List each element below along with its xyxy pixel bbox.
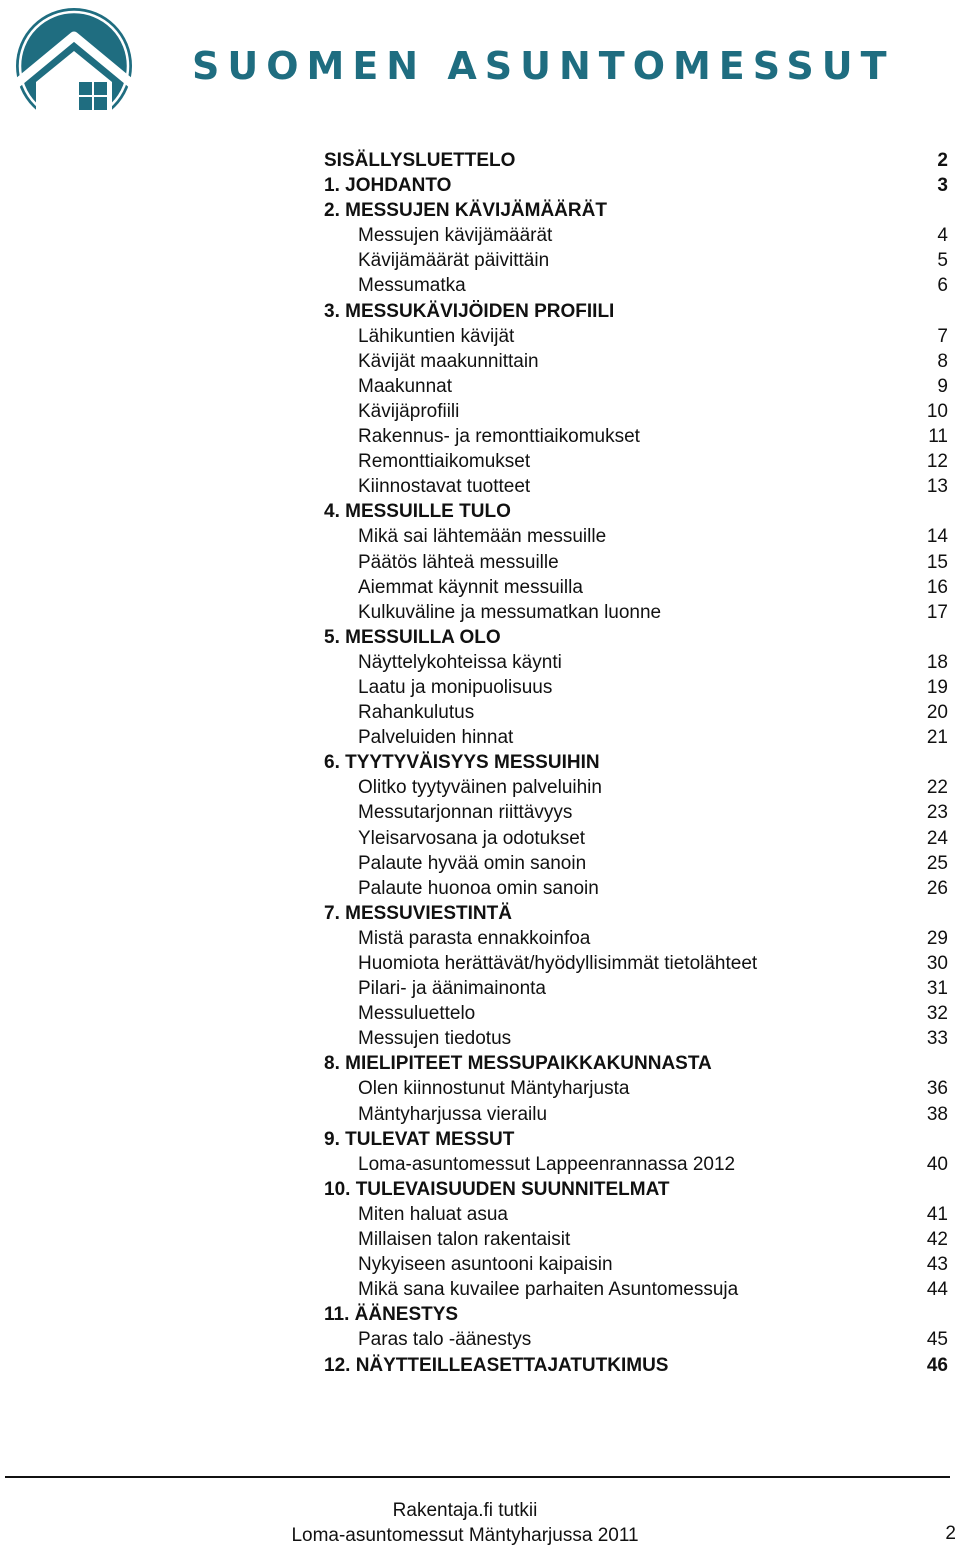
toc-entry (324, 926, 948, 951)
toc-page-number: 32 (926, 1003, 948, 1025)
toc-label: Kävijät maakunnittain (358, 350, 539, 372)
toc-page-number: 41 (926, 1203, 948, 1225)
toc-label: Palveluiden hinnat (358, 727, 514, 749)
toc-page-number: 25 (926, 852, 948, 874)
toc-entry (324, 248, 948, 273)
toc-page-number: 36 (926, 1078, 948, 1100)
toc-label: 6. TYYTYVÄISYYS MESSUIHIN (324, 752, 600, 774)
toc-entry (324, 851, 948, 876)
toc-heading (324, 173, 948, 198)
toc-page-number: 20 (926, 702, 948, 724)
toc-label: Kävijäprofiili (358, 400, 460, 422)
brand-title: SUOMEN ASUNTOMESSUT (192, 44, 895, 88)
toc-entry (324, 474, 948, 499)
toc-entry (324, 324, 948, 349)
toc-label: Olen kiinnostunut Mäntyharjusta (358, 1078, 630, 1100)
toc-heading (324, 1177, 948, 1202)
toc-page-number: 18 (926, 651, 948, 673)
toc-entry (324, 424, 948, 449)
toc-label: Mikä sai lähtemään messuille (358, 526, 607, 548)
toc-label: Paras talo -äänestys (358, 1329, 532, 1351)
table-of-contents (324, 148, 948, 1378)
toc-label: 7. MESSUVIESTINTÄ (324, 902, 512, 924)
toc-label: Messujen tiedotus (358, 1028, 512, 1050)
toc-page-number: 40 (926, 1153, 948, 1175)
toc-page-number: 17 (926, 601, 948, 623)
toc-label: Pilari- ja äänimainonta (358, 978, 546, 1000)
toc-entry (324, 675, 948, 700)
toc-label: Messujen kävijämäärät (358, 225, 553, 247)
toc-label: 1. JOHDANTO (324, 175, 452, 197)
toc-page-number: 29 (926, 927, 948, 949)
footer-page-number: 2 (945, 1523, 956, 1544)
footer-divider (5, 1476, 950, 1478)
toc-label: 3. MESSUKÄVIJÖIDEN PROFIILI (324, 300, 615, 322)
toc-label: Näyttelykohteissa käynti (358, 651, 562, 673)
toc-entry (324, 449, 948, 474)
toc-label: Nykyiseen asuntooni kaipaisin (358, 1254, 613, 1276)
toc-entry (324, 775, 948, 800)
toc-label: 10. TULEVAISUUDEN SUUNNITELMAT (324, 1178, 670, 1200)
footer-report-title: Loma-asuntomessut Mäntyharjussa 2011 (291, 1525, 639, 1546)
toc-label: Laatu ja monipuolisuus (358, 676, 553, 698)
toc-entry (324, 399, 948, 424)
toc-heading (324, 625, 948, 650)
toc-label: Olitko tyytyväinen palveluihin (358, 777, 602, 799)
toc-entry (324, 1152, 948, 1177)
toc-page-number: 26 (926, 877, 948, 899)
toc-page-number: 23 (926, 802, 948, 824)
toc-heading (324, 1127, 948, 1152)
toc-entry (324, 725, 948, 750)
toc-page-number: 6 (937, 275, 948, 297)
toc-entry (324, 1277, 948, 1302)
toc-page-number: 30 (926, 953, 948, 974)
toc-page-number: 31 (926, 978, 948, 1000)
toc-entry (324, 700, 948, 725)
toc-entry (324, 349, 948, 374)
toc-page-number: 19 (926, 676, 948, 698)
toc-label: Mäntyharjussa vierailu (358, 1103, 548, 1125)
toc-entry (324, 575, 948, 600)
toc-page-number: 43 (926, 1254, 948, 1276)
toc-label: Aiemmat käynnit messuilla (358, 576, 583, 598)
toc-page-number: 22 (926, 777, 948, 799)
toc-entry (324, 800, 948, 825)
toc-label: Messuluettelo (358, 1003, 476, 1025)
toc-page-number: 42 (926, 1229, 948, 1251)
toc-heading (324, 198, 948, 223)
toc-label: Rahankulutus (358, 702, 475, 724)
toc-heading (324, 901, 948, 926)
toc-entry (324, 524, 948, 549)
toc-label: Loma-asuntomessut Lappeenrannassa 2012 (358, 1153, 736, 1175)
toc-entry (324, 650, 948, 675)
toc-entry (324, 1252, 948, 1277)
toc-label: Mikä sana kuvailee parhaiten Asuntomessuja (358, 1279, 739, 1301)
toc-entry (324, 976, 948, 1001)
toc-entry (324, 1327, 948, 1352)
toc-label: Lähikuntien kävijät (358, 325, 515, 347)
toc-label: Miten haluat asua (358, 1203, 508, 1225)
toc-label: Kävijämäärät päivittäin (358, 250, 550, 272)
toc-heading (324, 299, 948, 324)
toc-label: 4. MESSUILLE TULO (324, 501, 511, 523)
toc-page-number: 13 (926, 476, 948, 498)
toc-entry (324, 876, 948, 901)
toc-label: Päätös lähteä messuille (358, 551, 559, 573)
toc-page-number: 11 (928, 426, 948, 448)
toc-entry (324, 600, 948, 625)
toc-page-number: 16 (926, 576, 948, 598)
toc-heading (324, 499, 948, 524)
toc-page-number: 21 (926, 727, 948, 749)
toc-page-number: 2 (937, 150, 948, 171)
toc-entry (324, 826, 948, 851)
toc-label: 9. TULEVAT MESSUT (324, 1128, 515, 1150)
toc-entry (324, 1227, 948, 1252)
toc-page-number: 44 (926, 1279, 948, 1301)
toc-page-number: 15 (926, 551, 948, 573)
house-logo-icon (6, 6, 142, 126)
toc-page-number: 38 (926, 1103, 948, 1125)
toc-page-number: 46 (926, 1354, 948, 1376)
toc-page-number: 45 (926, 1329, 948, 1351)
toc-label: 5. MESSUILLA OLO (324, 626, 501, 648)
toc-page-number: 10 (926, 400, 948, 422)
toc-page-number: 7 (937, 325, 948, 347)
toc-page-number: 12 (926, 451, 948, 473)
footer-publisher: Rakentaja.fi tutkii (392, 1500, 538, 1521)
toc-label: Millaisen talon rakentaisit (358, 1229, 571, 1251)
toc-label: 11. ÄÄNESTYS (324, 1304, 459, 1326)
toc-page-number: 5 (937, 250, 948, 272)
toc-entry (324, 374, 948, 399)
toc-page-number: 14 (926, 526, 948, 548)
toc-label: Yleisarvosana ja odotukset (358, 827, 586, 849)
toc-label: 2. MESSUJEN KÄVIJÄMÄÄRÄT (324, 200, 607, 222)
toc-heading (324, 750, 948, 775)
toc-entry (324, 1026, 948, 1051)
toc-entry (324, 273, 948, 298)
toc-label: Messumatka (358, 275, 466, 297)
toc-heading (324, 148, 948, 173)
toc-entry (324, 1102, 948, 1127)
toc-label: Mistä parasta ennakkoinfoa (358, 927, 591, 949)
toc-label: Palaute huonoa omin sanoin (358, 877, 599, 899)
toc-heading (324, 1302, 948, 1327)
toc-label: Palaute hyvää omin sanoin (358, 852, 587, 874)
toc-page-number: 3 (937, 175, 948, 197)
toc-entry (324, 1001, 948, 1026)
toc-label: SISÄLLYSLUETTELO (324, 150, 516, 171)
toc-label: Rakennus- ja remonttiaikomukset (358, 426, 640, 448)
toc-label: 8. MIELIPITEET MESSUPAIKKAKUNNASTA (324, 1053, 712, 1075)
toc-heading (324, 1051, 948, 1076)
toc-page-number: 4 (937, 225, 948, 247)
toc-page-number: 24 (926, 827, 948, 849)
toc-entry (324, 951, 948, 976)
toc-entry (324, 1202, 948, 1227)
toc-label: Maakunnat (358, 375, 453, 397)
toc-entry (324, 223, 948, 248)
toc-entry (324, 1076, 948, 1101)
toc-label: Remonttiaikomukset (358, 451, 531, 473)
toc-heading (324, 1353, 948, 1378)
toc-entry (324, 550, 948, 575)
toc-label: Kiinnostavat tuotteet (358, 476, 531, 498)
toc-label: 12. NÄYTTEILLEASETTAJATUTKIMUS (324, 1354, 669, 1376)
toc-page-number: 33 (926, 1028, 948, 1050)
toc-page-number: 8 (937, 350, 948, 372)
toc-label: Messutarjonnan riittävyys (358, 802, 573, 824)
toc-label: Kulkuväline ja messumatkan luonne (358, 601, 662, 623)
toc-page-number: 9 (937, 375, 948, 397)
toc-label: Huomiota herättävät/hyödyllisimmät tietolähteet (358, 953, 758, 974)
